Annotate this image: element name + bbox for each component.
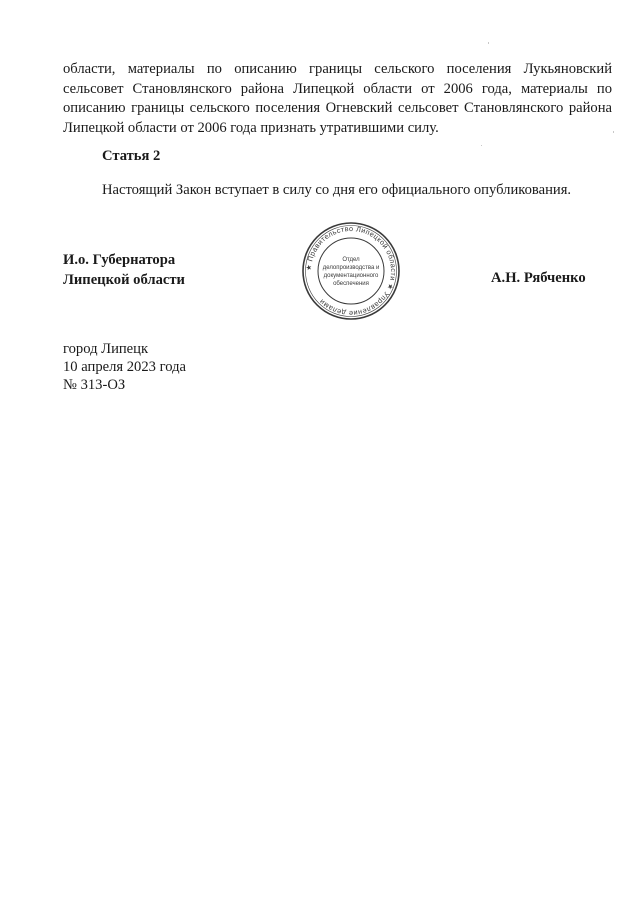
- footer-date: 10 апреля 2023 года: [63, 359, 186, 375]
- seal-outer-ring: [303, 223, 399, 319]
- seal-inner-ring: [318, 238, 384, 304]
- seal-center-line-4: обеспечения: [333, 281, 369, 287]
- article-2-text: Настоящий Закон вступает в силу со дня его официального опубликования.: [102, 182, 572, 198]
- signatory-name: А.Н. Рябченко: [491, 270, 586, 286]
- article-2-heading: Статья 2: [102, 148, 161, 164]
- paragraph-continuation: области, материалы по описанию границы сельского поселения Лукьяновский сельсовет Становлянского района Липецкой области от 2006 года, материалы по описанию границы сельского поселения Огневский сельсовет Становлянского района Липецкой области от 2006 года признать утратившими силу.: [63, 61, 612, 136]
- scan-speck: [481, 145, 482, 146]
- signatory-title: [63, 250, 185, 290]
- scan-speck: [613, 131, 614, 133]
- footer-number: № 313-ОЗ: [63, 377, 126, 393]
- signatory-title-line-2: Липецкой области: [63, 272, 185, 288]
- signatory-title-line-1: И.о. Губернатора: [63, 252, 176, 268]
- seal-graphic: [301, 221, 401, 321]
- seal-outer-text: ★ Правительство Липецкой области ★ Управление делами: [303, 223, 399, 319]
- scan-speck: [488, 42, 489, 44]
- official-seal: [301, 221, 401, 321]
- seal-center-line-1: Отдел: [342, 257, 360, 263]
- seal-center-line-3: документационного: [323, 273, 379, 279]
- seal-center-line-2: делопроизводства и: [322, 265, 380, 271]
- document-footer: [63, 340, 186, 394]
- footer-city: город Липецк: [63, 341, 149, 357]
